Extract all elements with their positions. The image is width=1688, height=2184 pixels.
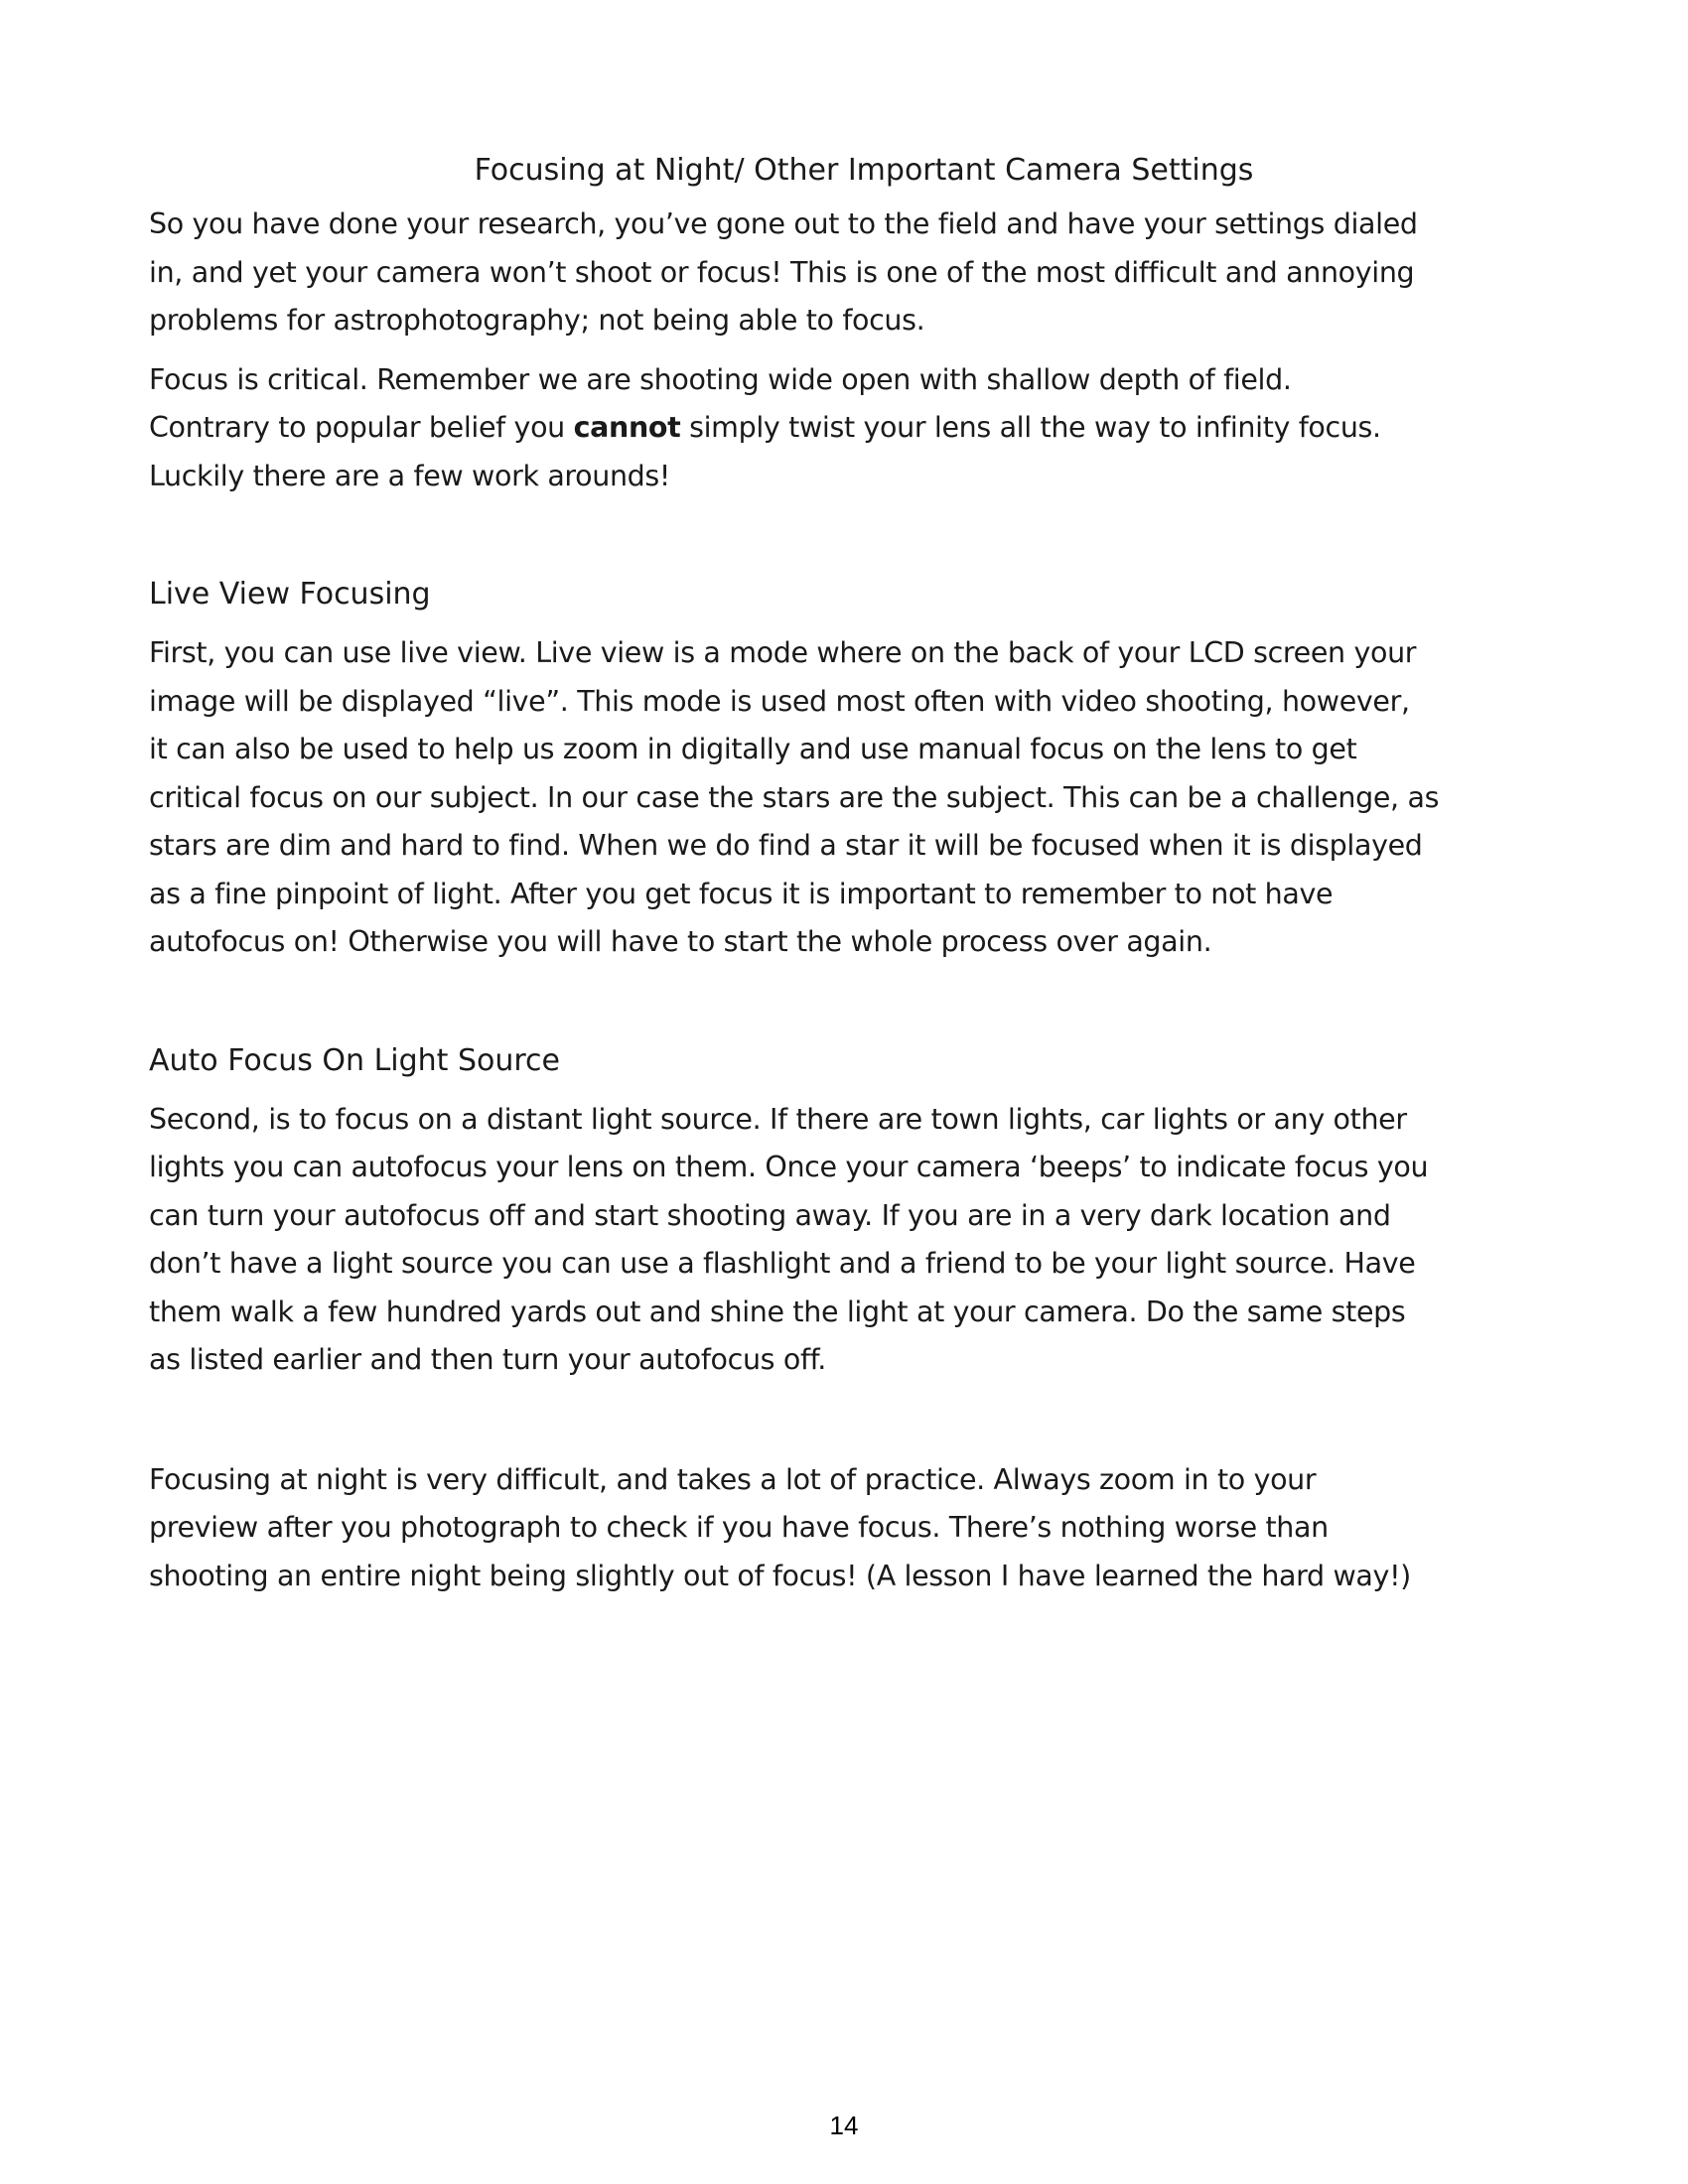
text-line: autofocus on! Otherwise you will have to start the whole process over again.: [149, 925, 1212, 958]
page-content: [149, 147, 1539, 1611]
text-line: stars are dim and hard to find. When we do find a star it will be focused when it is displayed: [149, 829, 1423, 862]
text-line: Second, is to focus on a distant light source. If there are town lights, car lights or any other: [149, 1102, 1407, 1136]
text-line: as a fine pinpoint of light. After you get focus it is important to remember to not have: [149, 877, 1334, 910]
text-line: in, and yet your camera won’t shoot or focus! This is one of the most difficult and annoying: [149, 255, 1415, 289]
section-heading-auto-focus: Auto Focus On Light Source: [149, 1042, 561, 1078]
text-line: Focus is critical. Remember we are shooting wide open with shallow depth of field.: [149, 362, 1292, 396]
text-line: So you have done your research, you’ve gone out to the field and have your settings dialed: [149, 207, 1418, 240]
closing-paragraph: [149, 1456, 1539, 1601]
live-view-paragraph: [149, 629, 1539, 967]
text-line: First, you can use live view. Live view is a mode where on the back of your LCD screen your: [149, 636, 1417, 669]
emphasis-cannot: cannot: [573, 411, 681, 444]
text-line: lights you can autofocus your lens on them. Once your camera ‘beeps’ to indicate focus you: [149, 1151, 1429, 1183]
text-line: can turn your autofocus off and start shooting away. If you are in a very dark location and: [149, 1198, 1391, 1232]
text-line: Focusing at night is very difficult, and takes a lot of practice. Always zoom in to your: [149, 1462, 1317, 1496]
text-line: critical focus on our subject. In our case the stars are the subject. This can be a challenge, as: [149, 780, 1440, 814]
page-title: Focusing at Night/ Other Important Camera Settings: [474, 153, 1254, 188]
text-line: Luckily there are a few work arounds!: [149, 459, 671, 492]
intro-paragraph: [149, 201, 1539, 345]
text-line: as listed earlier and then turn your autofocus off.: [149, 1343, 826, 1376]
section-spacer: [149, 978, 1539, 1037]
text-line: preview after you photograph to check if you have focus. There’s nothing worse than: [149, 1511, 1329, 1544]
text-line: image will be displayed “live”. This mode is used most often with video shooting, however,: [149, 684, 1410, 718]
section-spacer: [149, 511, 1539, 571]
focus-critical-paragraph: [149, 356, 1539, 501]
text-line: don’t have a light source you can use a flashlight and a friend to be your light source. Have: [149, 1247, 1416, 1280]
text-segment: simply twist your lens all the way to infinity focus.: [680, 411, 1381, 444]
text-segment: Contrary to popular belief you: [149, 411, 574, 444]
page-number: 14: [829, 2111, 859, 2140]
section-heading-live-view: Live View Focusing: [149, 577, 431, 612]
text-line: them walk a few hundred yards out and shine the light at your camera. Do the same steps: [149, 1295, 1406, 1328]
text-line: it can also be used to help us zoom in digitally and use manual focus on the lens to get: [149, 733, 1357, 765]
text-line: [149, 404, 1539, 453]
section-spacer: [149, 1396, 1539, 1456]
text-line: problems for astrophotography; not being able to focus.: [149, 304, 925, 337]
auto-focus-paragraph: [149, 1096, 1539, 1385]
text-line: shooting an entire night being slightly out of focus! (A lesson I have learned the hard way!): [149, 1559, 1411, 1592]
